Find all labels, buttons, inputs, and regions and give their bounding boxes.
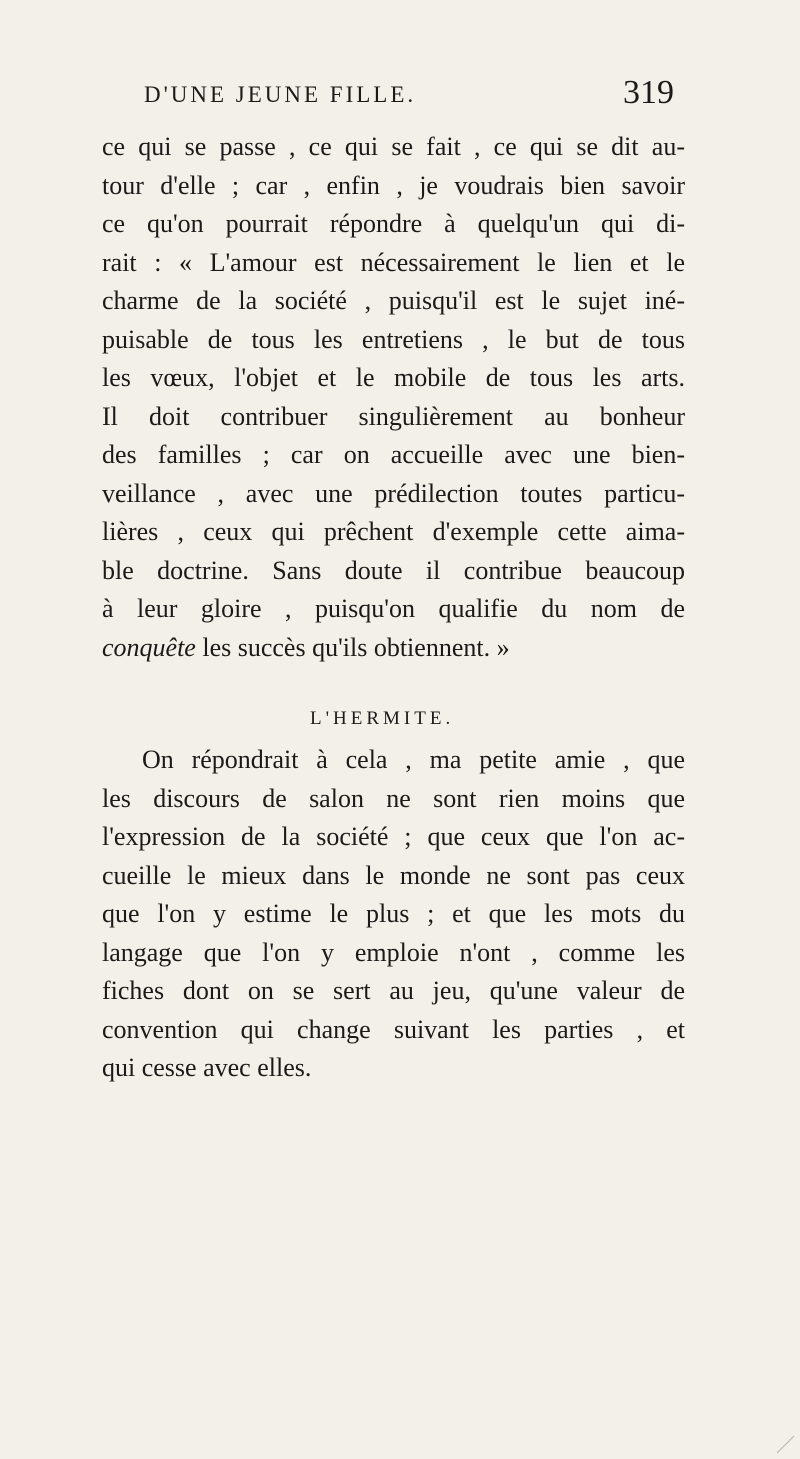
text-line-rest: les succès qu'ils obtiennent. » [195,632,510,662]
running-title: D'UNE JEUNE FILLE. [144,82,417,107]
running-head [144,74,674,124]
text-line: veillance , avec une prédilection toutes particu- [102,478,685,508]
text-line: lières , ceux qui prêchent d'exemple cette aima- [102,517,685,546]
page-number: 319 [623,74,674,111]
text-line: tour d'elle ; car , enfin , je voudrais bien savoir [102,170,685,200]
text-line [102,629,685,668]
text-line: qui cesse avec elles. [102,1053,312,1082]
text-line: ce qu'on pourrait répondre à quelqu'un qui di- [102,209,685,238]
text-line: Il doit contribuer singulièrement au bonheur [102,401,685,431]
pencil-mark-icon [774,1433,796,1455]
paragraph-2 [102,741,685,1088]
text-line: charme de la société , puisqu'il est le sujet iné- [102,286,685,315]
text-line: cueille le mieux dans le monde ne sont pas ceux [102,860,685,890]
text-line: des familles ; car on accueille avec une bien- [102,440,685,469]
text-line: ble doctrine. Sans doute il contribue beaucoup [102,555,685,585]
text-line: les discours de salon ne sont rien moins que [102,783,685,813]
text-line: puisable de tous les entretiens , le but de tous [102,324,685,354]
text-line: convention qui change suivant les parties , et [102,1014,685,1044]
paragraph-1 [102,128,685,667]
text-line: les vœux, l'objet et le mobile de tous les arts. [102,363,685,392]
text-line: ce qui se passe , ce qui se fait , ce qui se dit au- [102,132,685,161]
text-line: l'expression de la société ; que ceux que l'on ac- [102,822,685,851]
speaker-heading: L'HERMITE. [310,708,455,729]
text-line: fiches dont on se sert au jeu, qu'une valeur de [102,976,685,1005]
text-line: à leur gloire , puisqu'on qualifie du nom de [102,594,685,623]
text-line: langage que l'on y emploie n'ont , comme les [102,937,685,967]
text-line: On répondrait à cela , ma petite amie , que [142,745,685,774]
text-line: que l'on y estime le plus ; et que les mots du [102,899,685,928]
italic-word: conquête [102,632,196,662]
text-line: rait : « L'amour est nécessairement le lien et le [102,247,685,277]
